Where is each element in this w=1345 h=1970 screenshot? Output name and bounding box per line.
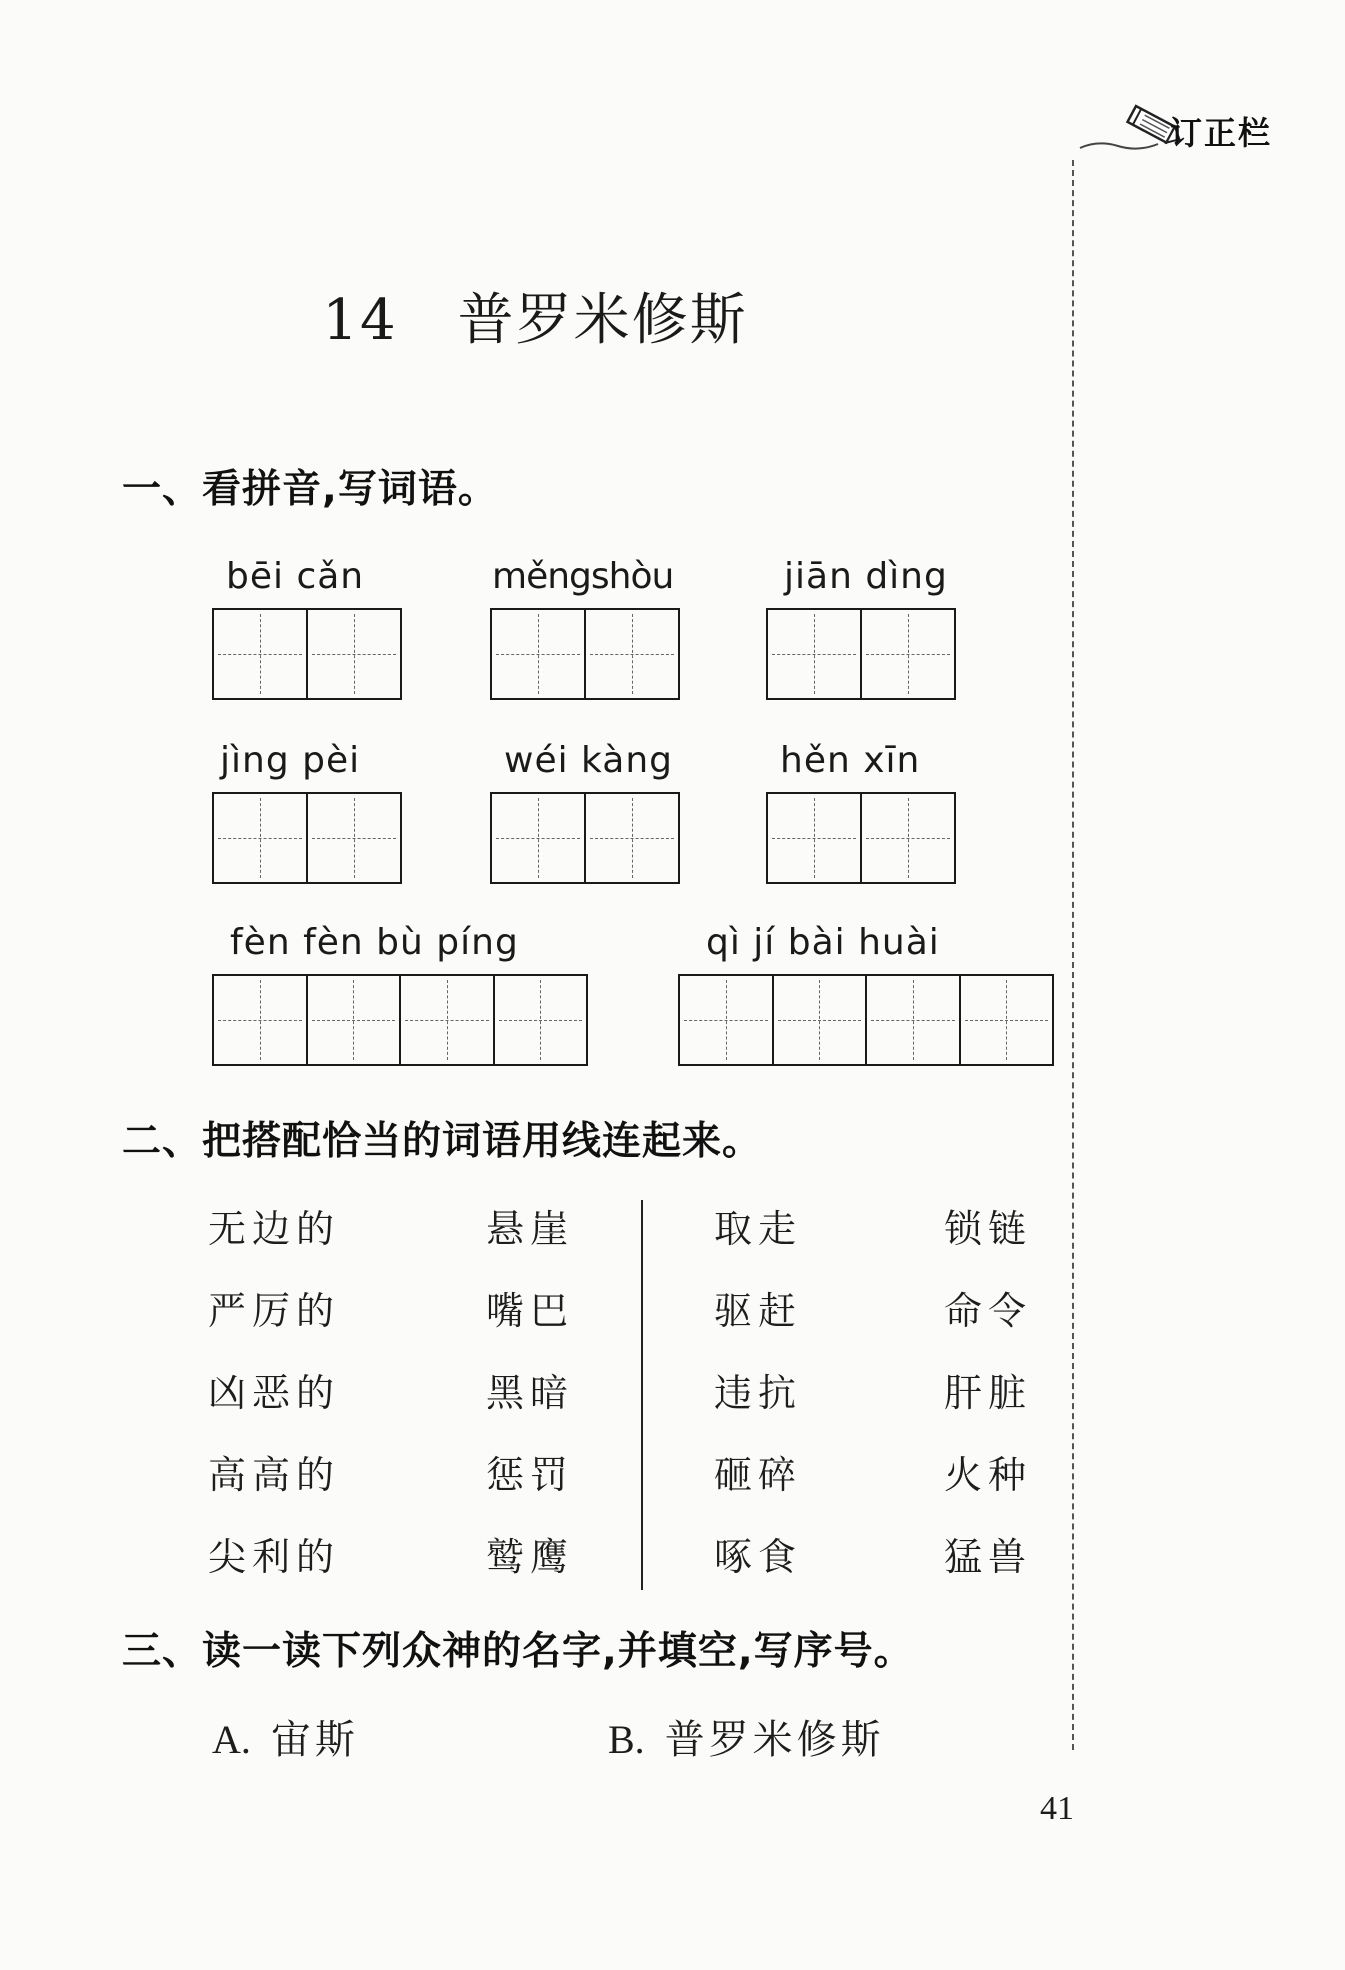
writing-cell[interactable] xyxy=(959,976,1053,1064)
writing-cell[interactable] xyxy=(860,610,954,698)
writing-cell[interactable] xyxy=(492,610,584,698)
section-1-title: 一、看拼音,写词语。 xyxy=(122,467,498,512)
match-word-col4[interactable]: 猛兽 xyxy=(944,1535,1033,1579)
pinyin-label: fèn fèn bù píng xyxy=(230,922,519,963)
pinyin-label: qì jí bài huài xyxy=(706,922,940,963)
answer-boxes[interactable] xyxy=(490,608,680,700)
section-3-title: 三、读一读下列众神的名字,并填空,写序号。 xyxy=(122,1629,914,1674)
choice-letter: B. xyxy=(608,1717,645,1762)
writing-cell[interactable] xyxy=(493,976,587,1064)
pinyin-label: wéi kàng xyxy=(504,740,673,781)
match-word-col2[interactable]: 惩罚 xyxy=(486,1453,575,1497)
pinyin-label: hěn xīn xyxy=(780,740,921,781)
match-word-col4[interactable]: 肝脏 xyxy=(944,1371,1033,1415)
answer-boxes[interactable] xyxy=(678,974,1054,1066)
writing-cell[interactable] xyxy=(306,794,400,882)
correction-column-divider xyxy=(1072,160,1074,1750)
choice-name: 普罗米修斯 xyxy=(664,1717,885,1763)
writing-cell[interactable] xyxy=(306,976,400,1064)
match-word-col2[interactable]: 嘴巴 xyxy=(486,1289,575,1333)
writing-cell[interactable] xyxy=(768,794,860,882)
writing-cell[interactable] xyxy=(306,610,400,698)
match-word-col1[interactable]: 无边的 xyxy=(208,1207,341,1251)
matching-divider xyxy=(641,1200,643,1590)
answer-boxes[interactable] xyxy=(490,792,680,884)
writing-cell[interactable] xyxy=(772,976,866,1064)
writing-cell[interactable] xyxy=(584,610,678,698)
writing-cell[interactable] xyxy=(214,976,306,1064)
choice-letter: A. xyxy=(212,1717,251,1762)
match-word-col4[interactable]: 命令 xyxy=(944,1289,1033,1333)
lesson-name: 普罗米修斯 xyxy=(457,288,748,353)
match-word-col2[interactable]: 黑暗 xyxy=(486,1371,575,1415)
match-word-col3[interactable]: 取走 xyxy=(714,1207,803,1251)
correction-column-label: 订正栏 xyxy=(1170,114,1273,152)
writing-cell[interactable] xyxy=(214,610,306,698)
match-word-col3[interactable]: 驱赶 xyxy=(714,1289,803,1333)
match-word-col4[interactable]: 火种 xyxy=(944,1453,1033,1497)
match-word-col2[interactable]: 鹫鹰 xyxy=(486,1535,575,1579)
match-word-col3[interactable]: 啄食 xyxy=(714,1535,803,1579)
correction-column-header xyxy=(1078,96,1318,156)
match-word-col3[interactable]: 砸碎 xyxy=(714,1453,803,1497)
pinyin-label: jìng pèi xyxy=(220,740,361,781)
match-word-col1[interactable]: 严厉的 xyxy=(208,1289,341,1333)
answer-boxes[interactable] xyxy=(766,608,956,700)
pinyin-label: měngshòu xyxy=(492,556,674,597)
match-word-col3[interactable]: 违抗 xyxy=(714,1371,803,1415)
match-word-col1[interactable]: 凶恶的 xyxy=(208,1371,341,1415)
writing-cell[interactable] xyxy=(492,794,584,882)
lesson-title xyxy=(0,276,1070,356)
writing-cell[interactable] xyxy=(680,976,772,1064)
section-2-title: 二、把搭配恰当的词语用线连起来。 xyxy=(122,1119,763,1164)
match-word-col1[interactable]: 高高的 xyxy=(208,1453,341,1497)
choice-name: 宙斯 xyxy=(270,1717,359,1763)
writing-cell[interactable] xyxy=(214,794,306,882)
writing-cell[interactable] xyxy=(399,976,493,1064)
match-word-col4[interactable]: 锁链 xyxy=(944,1207,1033,1251)
pinyin-label: jiān dìng xyxy=(784,556,948,597)
answer-boxes[interactable] xyxy=(212,608,402,700)
choice-a xyxy=(212,1708,359,1765)
answer-boxes[interactable] xyxy=(766,792,956,884)
match-word-col1[interactable]: 尖利的 xyxy=(208,1535,341,1579)
page-number: 41 xyxy=(1040,1790,1074,1827)
writing-cell[interactable] xyxy=(860,794,954,882)
answer-boxes[interactable] xyxy=(212,974,588,1066)
choice-b xyxy=(608,1708,885,1765)
answer-boxes[interactable] xyxy=(212,792,402,884)
writing-cell[interactable] xyxy=(768,610,860,698)
lesson-number: 14 xyxy=(322,288,398,353)
match-word-col2[interactable]: 悬崖 xyxy=(486,1207,575,1251)
writing-cell[interactable] xyxy=(584,794,678,882)
pinyin-label: bēi cǎn xyxy=(226,556,365,597)
writing-cell[interactable] xyxy=(865,976,959,1064)
